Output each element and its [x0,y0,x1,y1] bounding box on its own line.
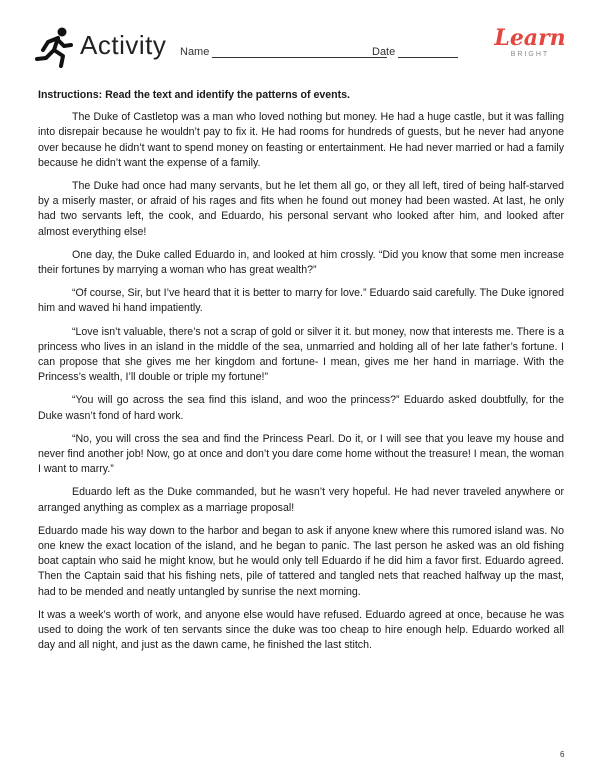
story-text [38,110,564,653]
date-field[interactable] [372,46,458,58]
running-person-icon [34,26,76,68]
name-label: Name [180,46,210,58]
name-line[interactable] [212,46,387,58]
worksheet-header [0,0,600,80]
page-title: Activity [80,30,167,60]
page-number: 6 [560,750,565,759]
story-paragraph: It was a week’s worth of work, and anyone else would have refused. Eduardo agreed at once, because he was used to doing the work of ten servants since the duke was too cheap to hire enough help. Eduardo worked all day and all night, and just as the dawn came, he finished the last stitch. [38,608,564,652]
instructions: Instructions: Read the text and identify the patterns of events. [38,89,350,101]
story-paragraph: Eduardo left as the Duke commanded, but he wasn’t very hopeful. He had never traveled anywhere or arranged anything as complex as a marriage proposal! [38,486,564,514]
logo-text: Learn [494,25,566,51]
logo-subtext: BRIGHT [510,51,550,58]
story-paragraph: Eduardo made his way down to the harbor and began to ask if anyone knew where this rumored island was. No one knew the exact location of the island, and he began to panic. The last person he asked was an old fishing boat captain who said he might know, but he would only tell Eduardo if he did him a favor first. Eduardo agreed. Then the Captain said that his fishing nets, pile of tattered and tangled nets that reached halfway up the mast, had to be mended and neatly untangled by sunrise the next morning. [38,524,564,598]
learn-bright-logo [494,26,566,68]
worksheet-body [38,88,564,662]
story-paragraph: “Of course, Sir, but I’ve heard that it is better to marry for love.” Eduardo said carefully. The Duke ignored him and waved hi hand impatiently. [38,287,564,315]
date-label: Date [372,46,396,58]
story-paragraph: “You will go across the sea find this island, and woo the princess?” Eduardo asked doubtfully, for the Duke wasn’t fond of hard work. [38,394,564,422]
story-paragraph: The Duke had once had many servants, but he let them all go, or they all left, tired of being half-starved by a miserly master, or afraid of his rages and fits when he found out money had been wasted. At last, he only had two servants left, the cook, and Eduardo, his personal servant who looked after him, and looked after almost everything else! [38,180,564,238]
story-paragraph: One day, the Duke called Eduardo in, and looked at him crossly. “Did you know that some men increase their fortunes by marrying a woman who has great wealth?” [38,248,564,277]
story-paragraph: The Duke of Castletop was a man who loved nothing but money. He had a huge castle, but it was falling into disrepair because he wouldn’t pay to fix it. He had rooms for hundreds of guests, but he never had anyone over because he didn’t want to spend money on feasting or entertainment. He had never married or had a family because he didn’t want the expense of a family. [38,111,564,169]
name-field[interactable] [180,46,387,58]
story-paragraph: “Love isn’t valuable, there’s not a scrap of gold or silver it it. but money, now that interests me. There is a princess who lives in an island in the middle of the sea, unmarried and holding all of her late father’s fortune. I can propose that she gives me her kingdom and fortune- I mean, gives me her hand in marriage. With the Princess’s wealth, I’ll double or triple my fortune!” [38,325,564,384]
date-line[interactable] [398,46,458,58]
story-paragraph: “No, you will cross the sea and find the Princess Pearl. Do it, or I will see that you leave my house and never find another job! Now, go at once and don’t you dare come home without the treasure! I mean, the woman I want to marry.” [38,432,564,476]
